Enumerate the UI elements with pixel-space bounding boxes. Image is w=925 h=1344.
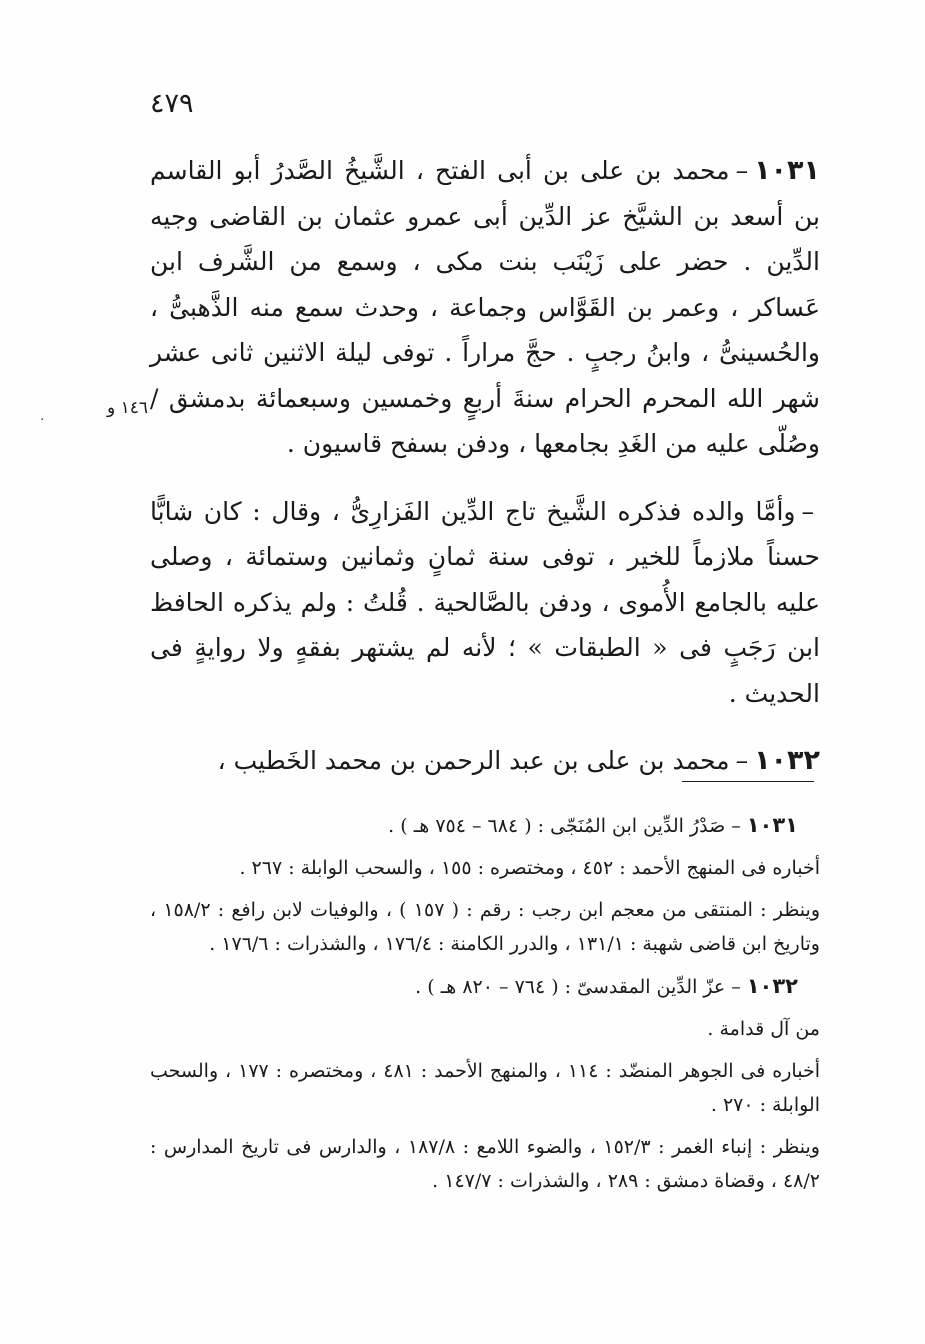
main-text: [150, 148, 820, 784]
footnote-paragraph: أخباره فى الجوهر المنضّد : ١١٤ ، والمنهج الأحمد : ٤٨١ ، ومختصره : ١٧٧ ، والسحب الوابلة : ٢٧٠ .: [150, 1060, 820, 1116]
footnote-head-text: عزّ الدِّين المقدسىّ : ( ٧٦٤ – ٨٢٠ هـ ) .: [415, 976, 726, 998]
footnote-heading: [150, 808, 820, 843]
manuscript-folio-note: ١٤٦ و: [106, 398, 148, 418]
entry-dash: –: [801, 496, 814, 526]
biography-entry: [150, 489, 820, 717]
footnote-separator: [682, 781, 814, 782]
footnote-number: ١٠٣٢: [746, 974, 798, 998]
footnote-dash: –: [731, 815, 741, 837]
entry-text: وأمَّا والده فذكره الشَّيخ تاج الدِّين الفَزارِىُّ ، وقال : كان شابًّا حسناً ملازماً للخير ، توفى سنة ثمانٍ وثمانين وستمائة ، وصلى عليه بالجامع الأُموى ، ودفن بالصَّالحية . قُلتُ : ولم يذكره الحافظ ابن رَجَبٍ فى « الطبقات » ؛ لأنه لم يشتهر بفقهٍ ولا روايةٍ فى الحديث .: [150, 496, 820, 708]
footnotes: [150, 808, 820, 1206]
biography-entry: [150, 738, 820, 784]
footnote-paragraph: وينظر : المنتقى من معجم ابن رجب : رقم : ( ١٥٧ ) ، والوفيات لابن رافع : ١٥٨/٢ ، وتاريخ ابن قاضى شهبة : ١٣١/١ ، والدرر الكامنة : ١٧٦/٤ ، والشذرات : ١٧٦/٦ .: [150, 899, 820, 955]
entry-number: ١٠٣٢: [754, 745, 820, 776]
footnote-head-text: صَدْرُ الدِّين ابن المُنَجّى : ( ٦٨٤ – ٧٥٤ هـ ) .: [388, 815, 726, 837]
biography-entry: [150, 148, 820, 467]
page-number: ٤٧٩: [150, 88, 194, 119]
entry-text: محمد بن على بن عبد الرحمن بن محمد الخَطيب ،: [217, 746, 730, 775]
margin-dot: ·: [40, 412, 45, 428]
entry-dash: –: [735, 746, 749, 775]
footnote-number: ١٠٣١: [746, 813, 798, 837]
entry-dash: –: [735, 156, 749, 185]
footnote-paragraph: وينظر : إنباء الغمر : ١٥٢/٣ ، والضوء اللامع : ١٨٧/٨ ، والدارس فى تاريخ المدارس : ٤٨/٢ ، وقضاة دمشق : ٢٨٩ ، والشذرات : ١٤٧/٧ .: [150, 1136, 820, 1192]
footnote-paragraph: أخباره فى المنهج الأحمد : ٤٥٢ ، ومختصره : ١٥٥ ، والسحب الوابلة : ٢٦٧ .: [239, 857, 820, 879]
entry-text: محمد بن على بن أبى الفتح ، الشَّيخُ الصَّدرُ أبو القاسم بن أسعد بن الشيَّخ عز الدِّين أبى عمرو عثمان بن القاضى وجيه الدِّين . حضر على زَيْنَب بنت مكى ، وسمع من الشَّرف ابن عَساكر ، وعمر بن القَوَّاس وجماعة ، وحدث سمع منه الذَّهبىُّ ، والحُسينىُّ ، وابنُ رجبٍ . حجَّ مراراً . توفى ليلة الاثنين ثانى عشر شهر الله المحرم الحرام سنةَ أربعٍ وخمسين وسبعمائة بدمشق / وصُلّى عليه من الغَدِ بجامعها ، ودفن بسفح قاسيون .: [150, 156, 820, 458]
entry-number: ١٠٣١: [754, 155, 820, 186]
footnote-paragraph: من آل قدامة .: [707, 1018, 820, 1040]
footnote-heading: [150, 969, 820, 1004]
footnote-dash: –: [731, 976, 741, 998]
